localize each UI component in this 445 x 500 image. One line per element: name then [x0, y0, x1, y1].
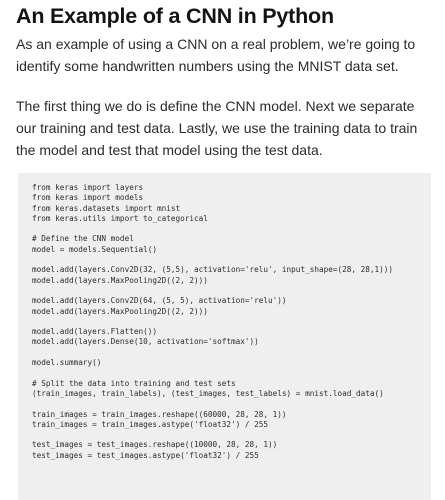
code-line: model.add(layers.Conv2D(32, (5,5), activation='relu', input_shape=(28, 28,1))) — [32, 265, 394, 275]
code-comment: # Define the CNN model — [32, 234, 134, 244]
code-line: model.add(layers.Flatten()) — [32, 327, 157, 337]
code-line: from keras.datasets import mnist — [32, 203, 181, 213]
code-line: (train_images, train_labels), (test_images, test_labels) = mnist.load_data() — [32, 388, 384, 398]
code-line: from keras.utils import to_categorical — [32, 213, 208, 223]
code-blank-line — [32, 255, 425, 265]
code-line: train_images = train_images.astype('float32') / 255 — [32, 419, 269, 429]
code-line: model.add(layers.MaxPooling2D((2, 2))) — [32, 306, 208, 316]
code-blank-line — [32, 317, 425, 327]
code-line: model.add(layers.Dense(10, activation='softmax')) — [32, 337, 259, 347]
code-block — [18, 173, 431, 500]
code-line: train_images = train_images.reshape((60000, 28, 28, 1)) — [32, 409, 287, 419]
steps-paragraph: The first thing we do is define the CNN model. Next we separate our training and test data. Lastly, we use the training data to train the model and test that model using the test data. — [16, 98, 418, 158]
code-line: model.add(layers.MaxPooling2D((2, 2))) — [32, 275, 208, 285]
code-blank-line — [32, 368, 425, 378]
code-line: test_images = test_images.astype('float32') / 255 — [32, 450, 259, 460]
code-line: test_images = test_images.reshape((10000, 28, 28, 1)) — [32, 440, 278, 450]
code-line: from keras import layers — [32, 183, 144, 192]
code-comment: # Split the data into training and test sets — [32, 378, 236, 388]
code-blank-line — [32, 430, 425, 440]
code-blank-line — [32, 399, 425, 409]
code-blank-line — [32, 224, 425, 234]
code-line: model.add(layers.Conv2D(64, (5, 5), activation='relu')) — [32, 296, 287, 306]
code-line: from keras import models — [32, 193, 144, 203]
article-heading: An Example of a CNN in Python — [16, 4, 334, 28]
code-blank-line — [32, 286, 425, 296]
code-line: model = models.Sequential() — [32, 244, 157, 254]
code-line: model.summary() — [32, 358, 102, 368]
code-blank-line — [32, 348, 425, 358]
intro-paragraph: As an example of using a CNN on a real problem, we’re going to identify some handwritten numbers using the MNIST data set. — [16, 36, 416, 74]
